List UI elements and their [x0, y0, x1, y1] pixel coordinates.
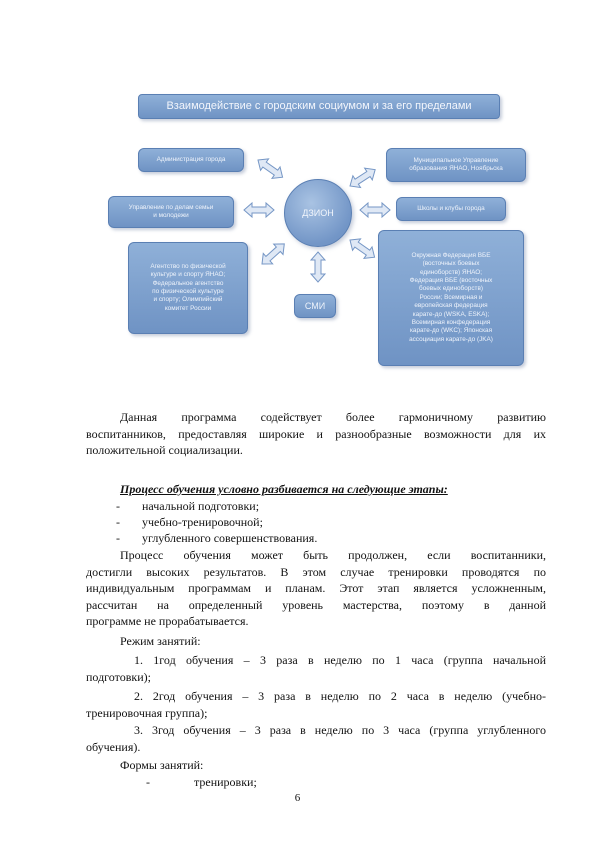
- list-item-text: учебно-тренировочной;: [142, 515, 263, 529]
- node-federations-line: (восточных боевых: [422, 260, 480, 268]
- mode-line: 2. 2год обучения – 3 раза в неделю по 2 часа в неделю (учебно-: [134, 689, 546, 703]
- mode-label-text: Режим занятий:: [120, 634, 201, 648]
- list-bullet: -: [116, 531, 120, 545]
- stages-heading-text: Процесс обучения условно разбивается на следующие этапы:: [120, 482, 448, 496]
- mode-item-1: [86, 652, 546, 685]
- arrow-schools: [360, 203, 390, 217]
- node-smi-line: СМИ: [304, 300, 326, 311]
- paragraph-line: индивидуальным программам и планам. Этот этап является усложненным,: [86, 581, 546, 595]
- node-sport-agency-line: Агентство по физической: [150, 262, 226, 270]
- node-federations-line: ассоциация карате-до (JKA): [409, 335, 493, 343]
- forms-label: [86, 757, 546, 774]
- arrow-federations: [346, 234, 379, 263]
- diagram-arrows: [0, 0, 595, 400]
- stages-heading: [86, 481, 546, 498]
- node-federations-line: боевых единоборств): [419, 285, 483, 293]
- list-item: [116, 498, 259, 515]
- paragraph-intro: [86, 409, 546, 459]
- paragraph-line: Процесс обучения может быть продолжен, если воспитанники,: [120, 548, 546, 562]
- center-node-label: ДЗИОН: [302, 208, 334, 218]
- node-schools-line: Школы и клубы города: [417, 204, 485, 212]
- arrow-sport-agency: [257, 239, 289, 269]
- node-admin-line: Администрация города: [156, 155, 226, 163]
- arrow-admin: [254, 154, 287, 183]
- node-federations-line: карате-до (WSKA, ESKA);: [412, 310, 490, 318]
- mode-line: обучения).: [86, 739, 141, 754]
- node-federations-line: Окружная Федерация ВБЕ: [411, 251, 491, 259]
- forms-label-text: Формы занятий:: [120, 758, 204, 772]
- node-federations-line: Федерация ВБЕ (восточных: [409, 276, 493, 284]
- list-item: [116, 530, 317, 547]
- list-item-text: тренировки;: [194, 775, 257, 789]
- list-bullet: -: [116, 499, 120, 513]
- paragraph-continuation: [86, 547, 546, 630]
- list-item-text: начальной подготовки;: [142, 499, 260, 513]
- mode-item-3: [86, 722, 546, 755]
- mode-item-2: [86, 688, 546, 721]
- arrow-municipal: [346, 164, 379, 192]
- node-sport-agency-line: культуре и спорту ЯНАО;: [150, 271, 226, 279]
- paragraph-line: Данная программа содействует более гармоничному развитию: [120, 410, 546, 424]
- node-federations-line: России; Всемирная и: [419, 293, 483, 301]
- node-sport-agency-line: комитет России: [164, 304, 212, 312]
- list-item: [146, 774, 257, 791]
- mode-line: тренировочная группа);: [86, 705, 208, 720]
- node-federations-line: европейская федерация: [414, 302, 488, 310]
- list-item-text: углубленного совершенствования.: [142, 531, 318, 545]
- mode-line: 1. 1год обучения – 3 раза в неделю по 1 часа (группа начальной: [134, 653, 546, 667]
- interaction-diagram: [0, 0, 595, 400]
- page-number: 6: [294, 792, 301, 804]
- node-sport-agency-line: и спорту; Олимпийский: [153, 296, 223, 304]
- node-sport-agency-line: по физической культуре: [152, 288, 224, 295]
- arrow-smi: [311, 252, 325, 282]
- list-bullet: -: [116, 515, 120, 529]
- paragraph-line: программе не прорабатывается.: [86, 614, 249, 628]
- node-federations-line: Всемирная конфедерация: [411, 319, 491, 327]
- node-federations-line: карате-до (WKC); Японская: [409, 327, 493, 335]
- arrow-youth: [244, 203, 274, 217]
- paragraph-line: положительной социализации.: [86, 443, 243, 457]
- paragraph-line: достигли высоких результатов. В этом случае тренировки проводятся по: [86, 564, 546, 579]
- mode-line: 3. 3год обучения – 3 раза в неделю по 3 часа (группа углубленного: [134, 723, 546, 737]
- node-municipal-line: Муниципальное Управление: [413, 156, 499, 164]
- list-bullet: -: [146, 775, 150, 789]
- node-youth-line: и молодежи: [153, 212, 189, 219]
- diagram-title: Взаимодействие с городским социумом и за его пределами: [138, 94, 500, 119]
- paragraph-line: рассчитан на определенный уровень мастерства, поэтому в данной: [86, 597, 546, 612]
- node-youth-line: Управление по делам семьи: [128, 203, 214, 211]
- node-federations-line: единоборств) ЯНАО;: [419, 268, 483, 276]
- paragraph-line: воспитанников, предоставляя широкие и разнообразные возможности для их: [86, 426, 546, 441]
- mode-label: [86, 633, 546, 650]
- mode-line: подготовки);: [86, 669, 151, 684]
- node-municipal-line: образования ЯНАО, Ноябрьска: [409, 165, 503, 172]
- list-item: [116, 514, 263, 531]
- node-sport-agency-line: Федеральное агентство: [152, 279, 224, 287]
